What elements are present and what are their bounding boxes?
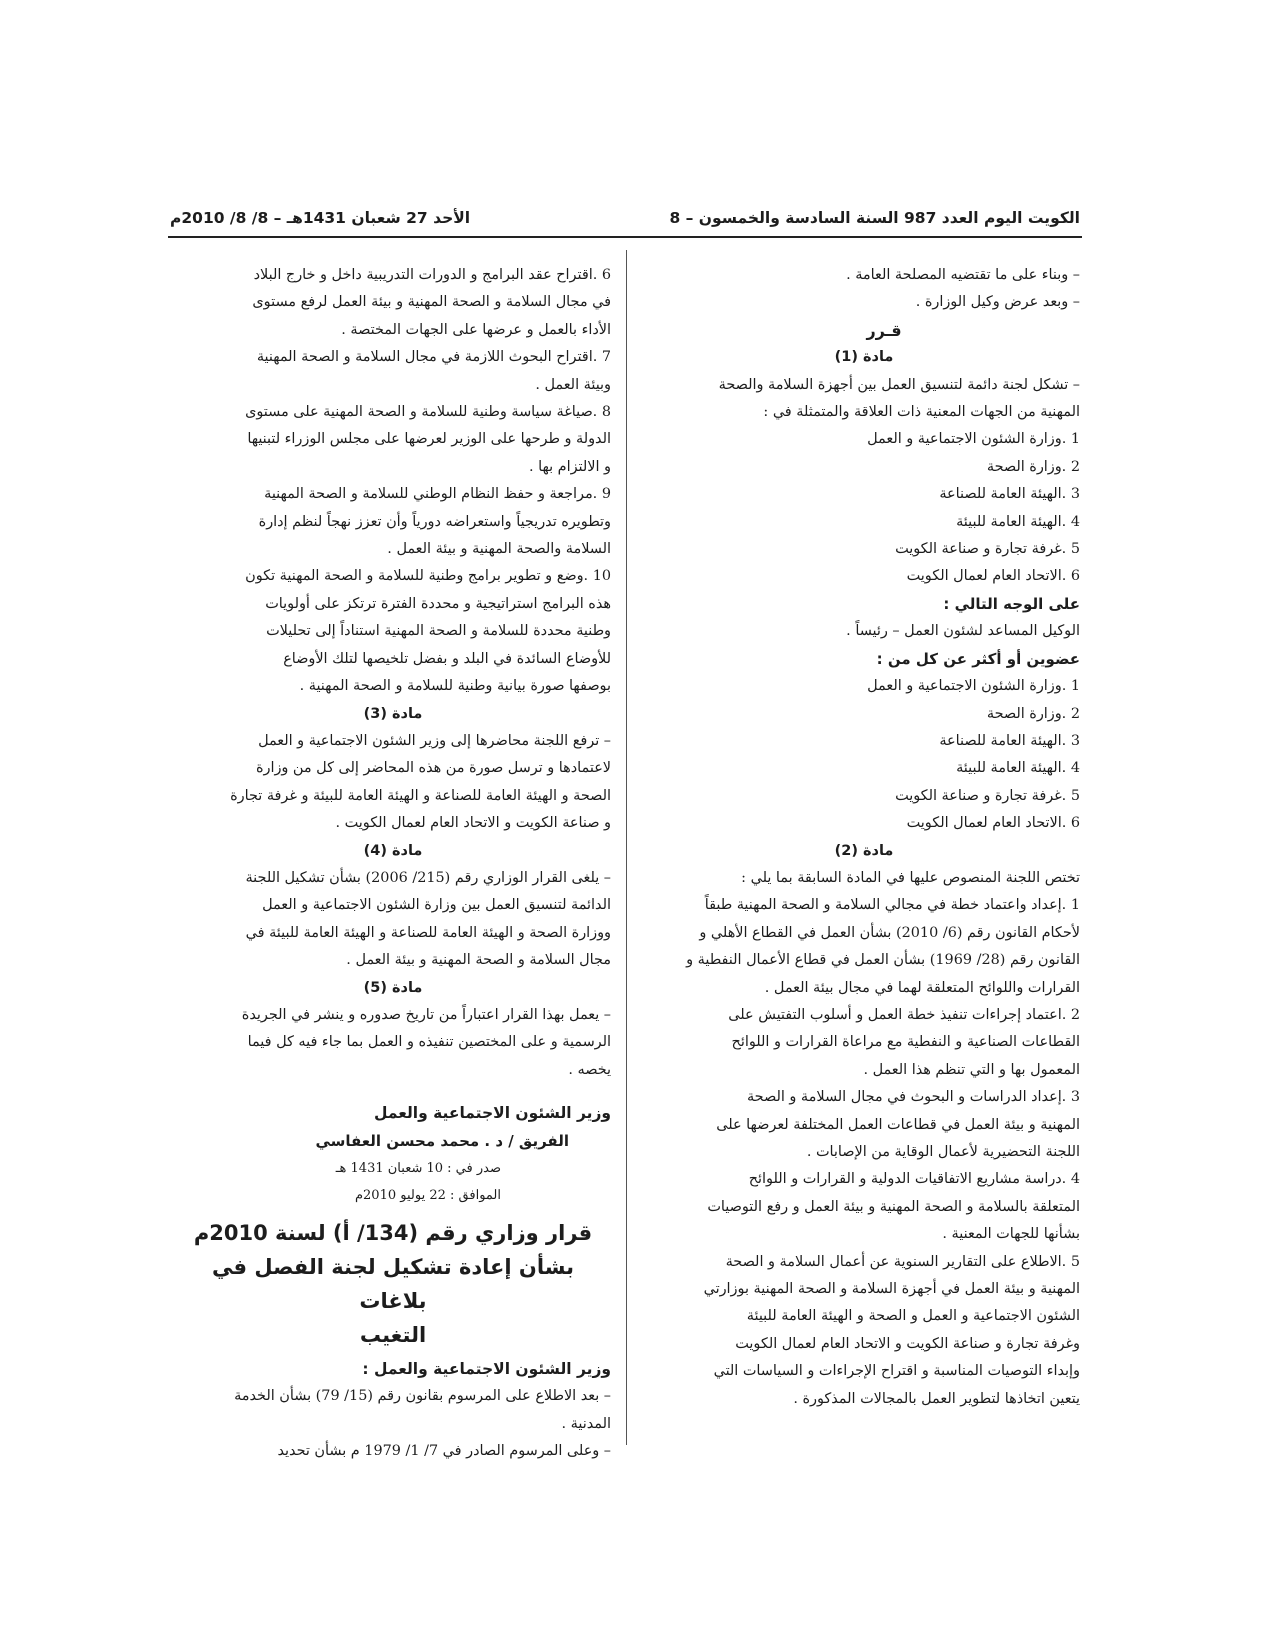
- article-3-heading: مادة (3): [363, 705, 423, 722]
- task-line: 7 .اقتراح البحوث اللازمة في مجال السلامة و الصحة المهنية: [256, 349, 611, 366]
- task-line: المعمول بها و التي تنظم هذا العمل .: [863, 1061, 1080, 1078]
- members-heading: عضوين أو أكثر عن كل من :: [876, 649, 1080, 668]
- decree-title-line: بشأن إعادة تشكيل لجنة الفصل في بلاغات: [212, 1254, 574, 1313]
- minister-title: وزير الشئون الاجتماعية والعمل: [373, 1104, 611, 1123]
- article-5-text: الرسمية و على المختصين تنفيذه و العمل بما جاء فيه كل فيما: [247, 1034, 611, 1051]
- task-line: المتعلقة بالسلامة و الصحة المهنية و بيئة العمل و رفع التوصيات: [707, 1198, 1080, 1215]
- task-line: و الالتزام بها .: [528, 458, 611, 475]
- article-1-heading: مادة (1): [834, 349, 894, 366]
- task-line: في مجال السلامة و الصحة المهنية و بيئة العمل لرفع مستوى: [252, 294, 611, 311]
- task-line: 9 .مراجعة و حفظ النظام الوطني للسلامة و الصحة المهنية: [264, 486, 611, 503]
- page-header: [170, 203, 1080, 237]
- task-line: القطاعات الصناعية و النفطية مع مراعاة القرارات و اللوائح: [731, 1034, 1080, 1051]
- decree-title-line: التغيب: [359, 1322, 427, 1347]
- task-line: 5 .الاطلاع على التقارير السنوية عن أعمال السلامة و الصحة: [725, 1253, 1080, 1270]
- task-line: القرارات واللوائح المتعلقة لهما في مجال بيئة العمل .: [764, 979, 1080, 996]
- task-line: وتطويره تدريجياً واستعراضه دورياً وأن تعزز نهجاً لنظم إدارة: [258, 513, 611, 530]
- right-column: [648, 262, 1080, 1413]
- task-line: 10 .وضع و تطوير برامج وطنية للسلامة و الصحة المهنية تكون: [245, 568, 611, 585]
- member-list-item: 2 .وزارة الصحة: [986, 705, 1080, 722]
- body-list-item: 4 .الهيئة العامة للبيئة: [956, 513, 1080, 530]
- body-list-item: 6 .الاتحاد العام لعمال الكويت: [906, 568, 1080, 585]
- article-3-text: – ترفع اللجنة محاضرها إلى وزير الشئون الاجتماعية و العمل: [258, 732, 611, 749]
- column-divider: [626, 250, 627, 1445]
- article-4-text: ووزارة الصحة و الهيئة العامة للصناعة و الهيئة العامة للبيئة في: [245, 924, 611, 941]
- body-list-item: 3 .الهيئة العامة للصناعة: [939, 486, 1080, 503]
- task-line: بشأنها للجهات المعنية .: [942, 1226, 1080, 1243]
- task-line: وإبداء التوصيات المناسبة و اقتراح الإجراءات و السياسات التي: [713, 1363, 1080, 1380]
- task-line: المهنية و بيئة العمل في أجهزة السلامة و الصحة المهنية بوزارتي: [703, 1281, 1080, 1298]
- task-line: 4 .دراسة مشاريع الاتفاقيات الدولية و القرارات و اللوائح: [748, 1171, 1080, 1188]
- header-date: الأحد 27 شعبان 1431هـ – 8/ 8/ 2010م: [170, 209, 471, 227]
- task-line: السلامة والصحة المهنية و بيئة العمل .: [387, 541, 611, 558]
- article-2-intro: تختص اللجنة المنصوص عليها في المادة السابقة بما يلي :: [741, 869, 1080, 886]
- body-list-item: 1 .وزارة الشئون الاجتماعية و العمل: [867, 431, 1080, 448]
- task-line: الأداء بالعمل و عرضها على الجهات المختصة .: [341, 321, 611, 338]
- article-4-text: الدائمة لتنسيق العمل بين وزارة الشئون الاجتماعية و العمل: [262, 897, 611, 914]
- article-1-text: – تشكل لجنة دائمة لتنسيق العمل بين أجهزة السلامة والصحة: [718, 376, 1080, 393]
- task-line: الدولة و طرحها على الوزير لعرضها على مجلس الوزراء لتبنيها: [247, 431, 611, 448]
- task-line: لأحكام القانون رقم (6/ 2010) بشأن العمل في القطاع الأهلي و: [699, 924, 1080, 941]
- issue-date-hijri: صدر في : 10 شعبان 1431 هـ: [335, 1161, 501, 1176]
- issue-date-gregorian: الموافق : 22 يوليو 2010م: [354, 1188, 501, 1204]
- preamble-line: – وعلى المرسوم الصادر في 7/ 1/ 1979 م بشأن تحديد: [277, 1443, 611, 1460]
- task-line: للأوضاع السائدة في البلد و بفضل تلخيصها لتلك الأوضاع: [283, 650, 611, 667]
- task-line: وطنية محددة للسلامة و الصحة المهنية استناداً إلى تحليلات: [266, 623, 611, 640]
- preamble-line: المدنية .: [561, 1415, 611, 1432]
- article-1-text: المهنية من الجهات المعنية ذات العلاقة والمتمثلة في :: [763, 404, 1080, 421]
- member-list-item: 4 .الهيئة العامة للبيئة: [956, 760, 1080, 777]
- qarar-heading: قـرر: [866, 320, 902, 340]
- article-3-text: لاعتمادها و ترسل صورة من هذه المحاضر إلى كل من وزارة: [255, 760, 611, 777]
- article-2-heading: مادة (2): [834, 842, 894, 859]
- decree-minister-heading: وزير الشئون الاجتماعية والعمل :: [362, 1359, 611, 1378]
- task-line: وبيئة العمل .: [535, 376, 611, 393]
- article-3-text: الصحة و الهيئة العامة للصناعة و الهيئة العامة للبيئة و غرفة تجارة: [230, 787, 611, 804]
- member-list-item: 5 .غرفة تجارة و صناعة الكويت: [895, 787, 1080, 804]
- article-4-text: مجال السلامة و الصحة المهنية و بيئة العمل .: [346, 952, 611, 969]
- task-line: 8 .صياغة سياسة وطنية للسلامة و الصحة المهنية على مستوى: [245, 404, 611, 421]
- task-line: هذه البرامج استراتيجية و محددة الفترة ترتكز على أولويات: [265, 595, 611, 612]
- task-line: يتعين اتخاذها لتطوير العمل بالمجالات المذكورة .: [793, 1390, 1080, 1407]
- member-list-item: 1 .وزارة الشئون الاجتماعية و العمل: [867, 678, 1080, 695]
- task-line: وغرفة تجارة و صناعة الكويت و الاتحاد العام لعمال الكويت: [735, 1335, 1080, 1352]
- decree-title: [175, 1216, 611, 1352]
- task-line: 2 .اعتماد إجراءات تنفيذ خطة العمل و أسلوب التفتيش على: [728, 1006, 1080, 1023]
- member-list-item: 3 .الهيئة العامة للصناعة: [939, 732, 1080, 749]
- intro-line: – وبعد عرض وكيل الوزارة .: [915, 294, 1080, 311]
- article-4-heading: مادة (4): [363, 842, 423, 859]
- task-line: 3 .إعداد الدراسات و البحوث في مجال السلامة و الصحة: [746, 1089, 1080, 1106]
- chair-line: الوكيل المساعد لشئون العمل – رئيساً .: [846, 623, 1080, 640]
- body-list-item: 2 .وزارة الصحة: [986, 458, 1080, 475]
- task-line: بوصفها صورة بيانية وطنية للسلامة و الصحة المهنية .: [299, 678, 611, 695]
- task-line: القانون رقم (28/ 1969) بشأن العمل في قطاع الأعمال النفطية و: [686, 952, 1080, 969]
- task-line: الشئون الاجتماعية و العمل و الصحة و الهيئة العامة للبيئة: [746, 1308, 1080, 1325]
- member-list-item: 6 .الاتحاد العام لعمال الكويت: [906, 815, 1080, 832]
- minister-name: الفريق / د . محمد محسن العفاسي: [315, 1131, 569, 1150]
- preamble-line: – بعد الاطلاع على المرسوم بقانون رقم (15/ 79) بشأن الخدمة: [234, 1388, 611, 1405]
- left-column: [175, 262, 611, 1465]
- task-line: 1 .إعداد واعتماد خطة في مجالي السلامة و الصحة المهنية طبقاً: [704, 897, 1080, 914]
- header-issue-info: الكويت اليوم العدد 987 السنة السادسة والخمسون – 8: [669, 209, 1080, 227]
- header-rule: [168, 236, 1082, 238]
- article-5-heading: مادة (5): [363, 979, 423, 996]
- task-line: اللجنة التحضيرية لأعمال الوقاية من الإصابات .: [806, 1144, 1080, 1160]
- intro-line: – وبناء على ما تقتضيه المصلحة العامة .: [846, 267, 1080, 283]
- article-3-text: و صناعة الكويت و الاتحاد العام لعمال الكويت .: [335, 815, 611, 832]
- article-4-text: – يلغى القرار الوزاري رقم (215/ 2006) بشأن تشكيل اللجنة: [245, 869, 611, 886]
- body-list-item: 5 .غرفة تجارة و صناعة الكويت: [895, 541, 1080, 558]
- task-line: المهنية و بيئة العمل في قطاعات العمل المختلفة لعرضها على: [716, 1116, 1080, 1133]
- decree-title-line: قرار وزاري رقم (134/ أ) لسنة 2010م: [193, 1220, 593, 1245]
- arrangement-heading: على الوجه التالي :: [943, 594, 1080, 613]
- article-5-text: يخصه .: [568, 1061, 611, 1078]
- task-line: 6 .اقتراح عقد البرامج و الدورات التدريبية داخل و خارج البلاد: [253, 267, 611, 283]
- article-5-text: – يعمل بهذا القرار اعتباراً من تاريخ صدوره و ينشر في الجريدة: [241, 1006, 611, 1023]
